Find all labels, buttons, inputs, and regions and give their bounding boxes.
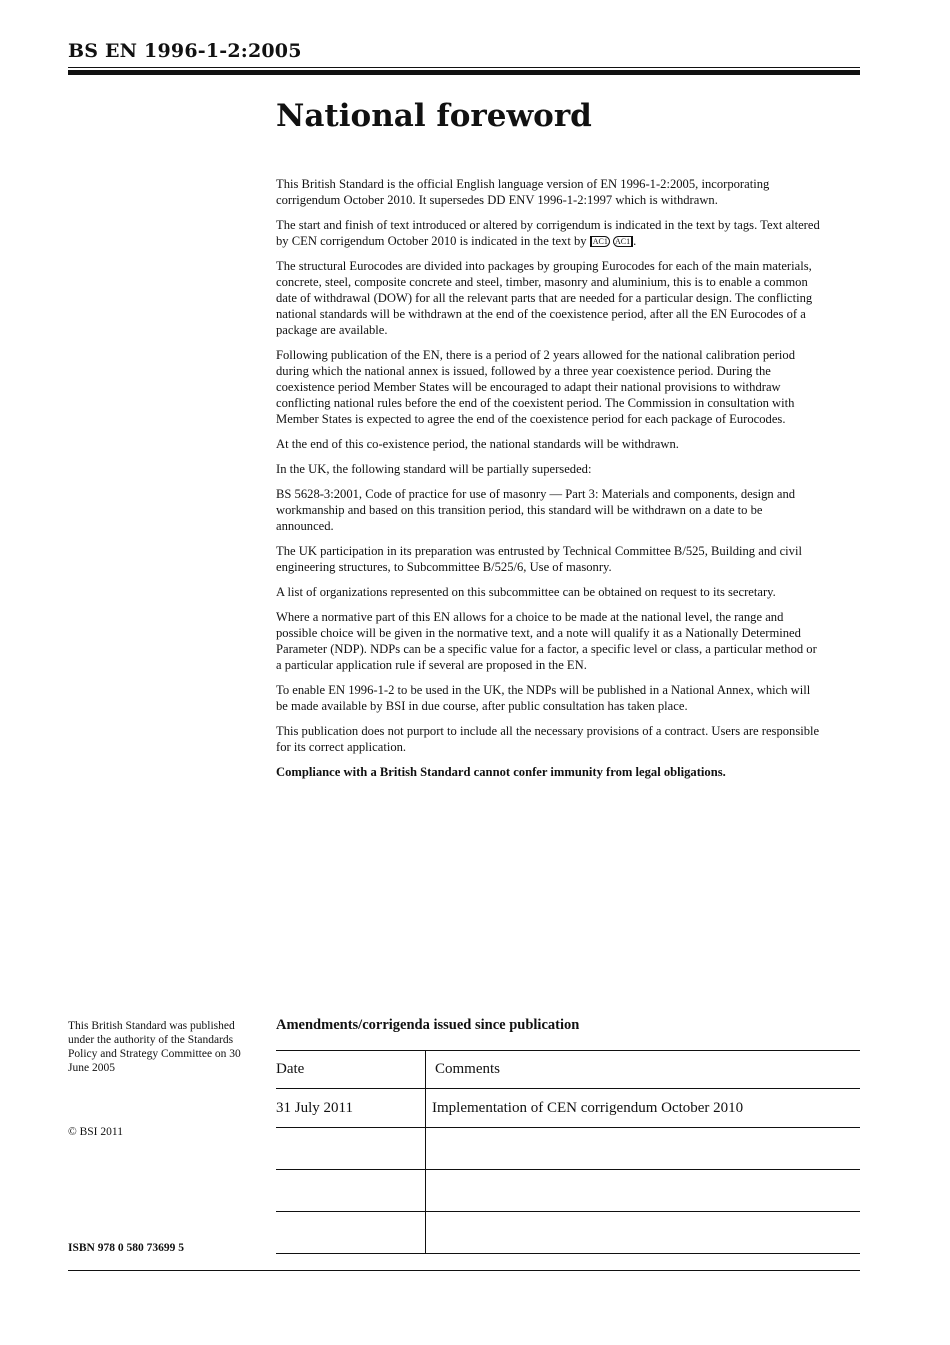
header-rule-thick: [68, 70, 860, 75]
empty-cell: [426, 1128, 861, 1170]
column-header-date: Date: [276, 1051, 426, 1089]
empty-cell: [426, 1170, 861, 1212]
corrigendum-close-tag-icon: AC1: [613, 236, 633, 247]
standard-code-header: BS EN 1996-1-2:2005: [68, 40, 302, 62]
paragraph-7: BS 5628-3:2001, Code of practice for use of masonry — Part 3: Materials and components, design and workmanship and based on this transition period, this standard will be withdrawn on a date to be announced.: [276, 487, 796, 533]
column-header-comments: Comments: [426, 1051, 861, 1089]
amendments-table: [276, 1050, 860, 1254]
empty-table-row: [276, 1128, 860, 1170]
paragraph-8: The UK participation in its preparation was entrusted by Technical Committee B/525, Building and civil engineering structures, to Subcommittee B/525/6, Use of masonry.: [276, 544, 802, 574]
paragraph-2: [276, 217, 821, 249]
paragraph-11: To enable EN 1996-1-2 to be used in the UK, the NDPs will be published in a National Annex, which will be made available by BSI in due course, after public consultation has taken place.: [276, 683, 811, 713]
footer-rule: [68, 1270, 860, 1271]
paragraph-5: At the end of this co-existence period, the national standards will be withdrawn.: [276, 437, 679, 451]
publication-note: This British Standard was published under the authority of the Standards Policy and Strategy Committee on 30 June 2005: [68, 1020, 241, 1074]
paragraph-9: A list of organizations represented on this subcommittee can be obtained on request to its secretary.: [276, 585, 776, 599]
empty-table-row: [276, 1170, 860, 1212]
empty-cell: [276, 1128, 426, 1170]
table-row: [276, 1089, 860, 1128]
paragraph-2-text: The start and finish of text introduced or altered by corrigendum is indicated in the text by tags. Text altered by CEN corrigendum October 2010 is indicated in the text by: [276, 218, 820, 248]
isbn: ISBN 978 0 580 73699 5: [68, 1242, 184, 1254]
paragraph-1: This British Standard is the official English language version of EN 1996-1-2:2005, incorporating corrigendum October 2010. It supersedes DD ENV 1996-1-2:1997 which is withdrawn.: [276, 177, 770, 207]
header-rule-thin: [68, 67, 860, 68]
foreword-body: [276, 176, 821, 789]
empty-cell: [276, 1170, 426, 1212]
empty-table-row: [276, 1212, 860, 1254]
paragraph-6: In the UK, the following standard will be partially superseded:: [276, 462, 592, 476]
amendments-heading: Amendments/corrigenda issued since publication: [276, 1017, 580, 1033]
page-title: National foreword: [276, 98, 592, 134]
table-header-row: [276, 1051, 860, 1089]
empty-cell: [276, 1212, 426, 1254]
paragraph-4: Following publication of the EN, there is a period of 2 years allowed for the national calibration period during which the national annex is issued, followed by a three year coexistence period. During the coexistence period Member States will be encouraged to adapt their national provisions to withdraw conflicting national rules before the end of the coexistent period. The Commission in consultation with Member States is expected to agree the end of the coexistence period for each package of Eurocodes.: [276, 348, 795, 426]
paragraph-10: Where a normative part of this EN allows for a choice to be made at the national level, the range and possible choice will be given in the normative text, and a note will qualify it as a Nationally Determined Parameter (NDP). NDPs can be a specific value for a factor, a specific level or class, a particular method or a particular application rule if several are proposed in the EN.: [276, 610, 817, 672]
empty-cell: [426, 1212, 861, 1254]
corrigendum-open-tag-icon: AC1: [590, 236, 610, 247]
row-comments: Implementation of CEN corrigendum October 2010: [426, 1089, 861, 1128]
paragraph-2-end: .: [633, 234, 637, 248]
compliance-statement: Compliance with a British Standard cannot confer immunity from legal obligations.: [276, 765, 726, 779]
paragraph-3: The structural Eurocodes are divided into packages by grouping Eurocodes for each of the main materials, concrete, steel, composite concrete and steel, timber, masonry and aluminium, this is to enable a common date of withdrawal (DOW) for all the relevant parts that are needed for a particular design. The conflicting national standards will be withdrawn at the end of the coexistence period, after all the EN Eurocodes of a package are available.: [276, 259, 813, 337]
paragraph-12: This publication does not purport to include all the necessary provisions of a contract. Users are responsible for its correct application.: [276, 724, 820, 754]
copyright-notice: © BSI 2011: [68, 1126, 123, 1138]
row-date: 31 July 2011: [276, 1089, 426, 1128]
